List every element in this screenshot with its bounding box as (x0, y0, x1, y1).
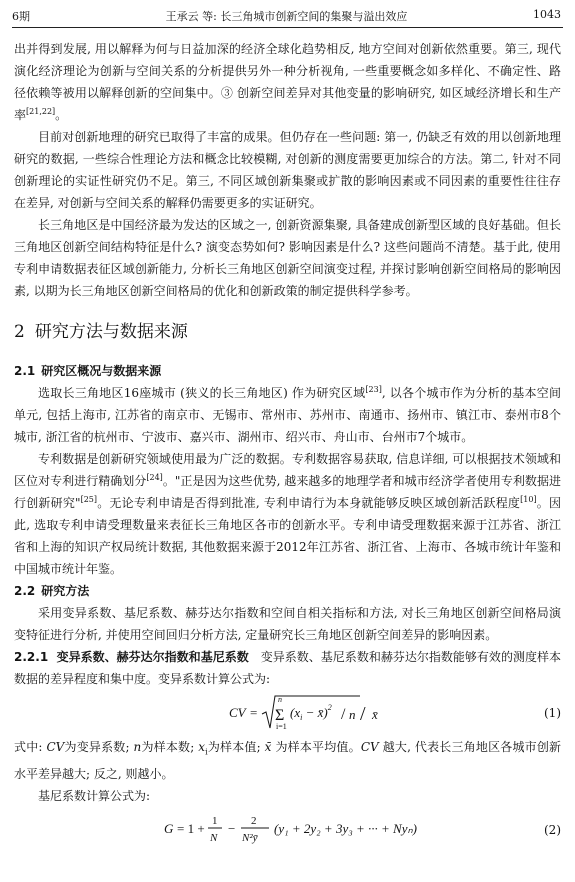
paragraph-text: 。 (55, 108, 68, 122)
symbol-cv: CV (360, 740, 379, 754)
citation: [10] (520, 495, 537, 504)
paragraph-text: 式中: (14, 740, 47, 754)
symbol-cv: CV (46, 740, 65, 754)
eq1-term (290, 703, 332, 722)
eq1-term-mid: − x̄) (302, 705, 328, 720)
subsection-number: 2.1 (14, 364, 36, 378)
paragraph-text: 为样本数; (141, 740, 199, 754)
subsection-title: 研究区概况与数据来源 (41, 364, 162, 378)
paragraph (14, 736, 561, 785)
eq1-term-open: (x (290, 705, 301, 720)
eq2-frac1-den: N (210, 832, 218, 845)
paragraph-text: 出并得到发展, 用以解释为何与日益加深的经济全球化趋势相反, 地方空间对创新依然重要。第三, 现代演化经济理论为创新与空间关系的分析提供另外一种分析视角, 一些重要概念如多样化、不确定性、路径依赖等被用以解释创新的空间集中。③ 创新空间差异对其他变量的影响研究, 如区域经济增长和生产率 (14, 42, 561, 122)
eq1-equals: = (250, 705, 258, 720)
paragraph (14, 646, 561, 690)
subsubsection-heading (14, 650, 249, 664)
subsubsection-title: 变异系数、赫芬达尔指数和基尼系数 (56, 650, 249, 664)
eq2-frac2-num: 2 (251, 815, 257, 828)
eq1-slash-2: / (360, 703, 366, 725)
paragraph-text: 为变异系数; (64, 740, 134, 754)
citation: [23] (365, 385, 382, 394)
eq2-rhs-start: = 1 + (177, 821, 205, 837)
citation: [24] (146, 473, 163, 482)
page-number: 1043 (533, 8, 561, 21)
subsection-number: 2.2 (14, 584, 36, 598)
equation-2-graphic (14, 809, 561, 851)
eq2-minus: − (228, 821, 236, 837)
paragraph (14, 382, 561, 448)
paragraph-text: 变异系数、基尼系数和赫芬达尔指数能够有效的测度样本数据的差异程度和集中度。变异系数计算公式为: (14, 650, 561, 686)
paragraph-text: 。"正是因为这些优势, 越来越多的地理学者和城市经济学者使用专利数据进行创新研究" (14, 474, 561, 510)
eq1-sigma: Σ (275, 707, 285, 724)
eq2-sum-term: (y₁ + 2y₂ + 3y₃ + ··· + Nyₙ) (274, 821, 417, 837)
issue-label: 6期 (12, 10, 30, 23)
symbol-xbar: x̄ (264, 740, 272, 754)
eq2-lhs: G (164, 821, 174, 837)
paragraph: 长三角地区是中国经济最为发达的区域之一, 创新资源集聚, 具备建成创新型区域的良好基础。但长三角地区创新空间结构特征是什么? 演变态势如何? 影响因素是什么? 这些问题尚不清楚。基于此, 使用专利申请数据表征区域创新能力, 分析长三角地区创新空间演变过程, 并探讨影响创新空间格局的影响因素, 以期为长三角地区创新空间格局的优化和创新政策的制定提供科学参考。 (14, 218, 561, 298)
header-rule (12, 27, 563, 28)
eq2-frac1-num: 1 (212, 815, 218, 828)
citation: [25] (80, 495, 97, 504)
symbol-x: x (198, 740, 206, 754)
eq1-xbar: x̄ (372, 707, 378, 722)
body-text (14, 38, 561, 853)
running-title: 王承云 等: 长三角城市创新空间的集聚与溢出效应 (165, 10, 408, 23)
eq1-sum-upper: n (278, 695, 282, 704)
eq1-n: n (349, 707, 356, 722)
eq1-slash-1: / (341, 706, 346, 723)
paragraph (14, 448, 561, 580)
eq1-term-sub: i (300, 713, 303, 722)
paragraph-text: 为样本值; (207, 740, 265, 754)
paragraph-text: 。因此, 选取专利申请受理数量来表征长三角地区各市的创新水平。专利申请受理数据来源于江苏省、浙江省和上海的知识产权局统计数据, 其他数据来源于2012年江苏省、浙江省、上海市、各城市统计年鉴和中国城市统计年鉴。 (14, 496, 561, 576)
equation-1-graphic (14, 692, 561, 734)
paragraph: 基尼系数计算公式为: (38, 789, 151, 804)
eq1-term-sup: 2 (327, 703, 332, 712)
running-header (12, 6, 561, 26)
paragraph-text: 越大, 代表长三角地区各城市创新水平差异越大; 反之, 则越小。 (14, 740, 562, 782)
equation-1 (14, 692, 561, 734)
symbol-n: n (133, 740, 142, 754)
equation-number-2: (2) (544, 823, 561, 838)
equation-2 (14, 809, 561, 851)
eq1-lhs: CV (229, 705, 246, 720)
paragraph: 采用变异系数、基尼系数、赫芬达尔指数和空间自相关指标和方法, 对长三角地区创新空间格局演变特征进行分析, 并使用空间回归分析方法, 定量研究长三角地区创新空间差异的影响因素。 (14, 606, 561, 642)
paragraph (14, 38, 561, 126)
subsubsection-number: 2.2.1 (14, 650, 49, 664)
section-title: 研究方法与数据来源 (34, 322, 188, 342)
paragraph-text: 选取长三角地区16座城市 (狭义的长三角地区) 作为研究区域 (38, 386, 366, 400)
symbol-x-sub: i (205, 747, 208, 757)
citation: [21,22] (26, 107, 56, 116)
paragraph-text: 为样本平均值。 (271, 740, 361, 754)
equation-number-1: (1) (544, 706, 561, 720)
eq1-sum-lower: i=1 (276, 722, 287, 731)
paragraph-text: , 以各个城市作为分析的基本空间单元, 包括上海市, 江苏省的南京市、无锡市、常州市、苏州市、南通市、扬州市、镇江市、泰州市8个城市, 浙江省的杭州市、宁波市、嘉兴市、湖州市、绍兴市、舟山市、台州市7个城市。 (14, 386, 562, 444)
subsection-title: 研究方法 (41, 584, 90, 598)
paragraph-text: 。无论专利申请是否得到批准, 专利申请行为本身就能够反映区域创新活跃程度 (97, 496, 521, 510)
eq2-frac2-den: N²ȳ (242, 832, 258, 845)
section-heading-2 (14, 320, 561, 344)
paragraph-text: 专利数据是创新研究领域使用最为广泛的数据。专利数据容易获取, 信息详细, 可以根据技术领域和区位对专利进行精确划分 (14, 452, 561, 488)
paragraph: 目前对创新地理的研究已取得了丰富的成果。但仍存在一些问题: 第一, 仍缺乏有效的用以创新地理研究的数据, 一些综合性理论方法和概念比较模糊, 对创新的测度需要更加综合的方法。第二, 针对不同创新理论的实证性研究仍不足。第三, 不同区域创新集聚或扩散的影响因素或不同因素的重要性往往存在差异, 对创新与空间关系的解释仍需要更多的实证研究。 (14, 130, 561, 210)
subsection-heading-2-1 (14, 360, 561, 382)
section-number: 2 (14, 322, 25, 342)
subsection-heading-2-2 (14, 580, 561, 602)
